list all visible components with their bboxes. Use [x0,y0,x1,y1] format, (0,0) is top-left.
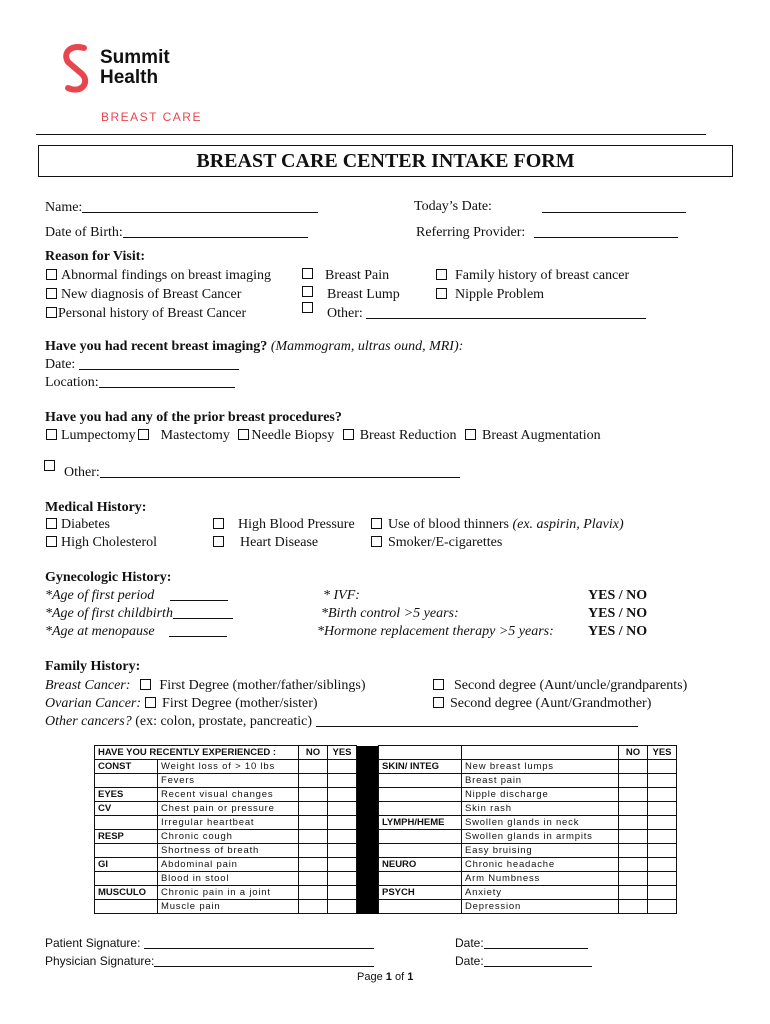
reason-abnormal-imaging[interactable] [46,266,271,285]
ros-row [95,872,677,886]
ros-divider [357,858,379,872]
gyn-mid [317,587,576,641]
ros-category: RESP [95,830,158,844]
ros-category: PSYCH [379,886,462,900]
procedure-needle-biopsy[interactable] [233,428,334,443]
ros-category [379,844,462,858]
reason-breast-lump[interactable]: Breast Lump [327,287,400,302]
logo-wordmark [100,48,170,88]
date-label: Date: [455,936,484,950]
gyn-label: *Age at menopause [45,624,155,639]
ros-header-row [95,746,677,760]
ros-symptom: Arm Numbness [462,872,619,886]
ros-row [95,886,677,900]
physician-signature-label: Physician Signature: [45,954,155,968]
dob-label: Date of Birth: [45,225,123,240]
ros-no-checkbox[interactable] [299,830,328,844]
medical-heading: Medical History: [45,500,147,515]
ros-row [95,858,677,872]
ros-symptom: Skin rash [462,802,619,816]
medical-label: Smoker/E-cigarettes [388,535,503,550]
ros-no-checkbox[interactable] [299,788,328,802]
gyn-first-childbirth[interactable] [45,605,233,623]
procedures-row [46,428,601,444]
reason-label: Family history of breast cancer [455,268,630,283]
ros-category [95,844,158,858]
ros-no-checkbox[interactable] [619,774,648,788]
logo-subtitle: BREAST CARE [101,110,202,124]
ros-category [379,872,462,886]
family-label: First Degree (mother/father/siblings) [159,678,366,693]
ros-no-checkbox[interactable] [299,760,328,774]
family-ovarian-second-degree[interactable] [433,695,687,713]
checkbox-icon[interactable] [140,679,151,690]
medical-smoker[interactable] [371,534,624,552]
imaging-location-label: Location: [45,375,99,390]
ros-cat [379,746,462,760]
ros-symptom: Irregular heartbeat [158,816,299,830]
ros-row [95,844,677,858]
ros-yes-checkbox[interactable] [648,760,677,774]
ros-category: MUSCULO [95,886,158,900]
ros-no-checkbox[interactable] [299,774,328,788]
ros-category [95,900,158,914]
ros-yes-checkbox[interactable] [328,816,357,830]
ros-symptom: Recent visual changes [158,788,299,802]
ros-row [95,760,677,774]
reason-other-label: Other: [327,306,363,321]
imaging-location-field[interactable] [45,374,235,391]
procedure-mastectomy[interactable] [136,428,230,443]
ros-yes-checkbox[interactable] [648,858,677,872]
ros-divider [357,844,379,858]
checkbox-icon[interactable] [46,307,57,318]
ros-symptom: Breast pain [462,774,619,788]
imaging-question [45,339,463,355]
date-label: Date: [455,954,484,968]
ros-category [379,830,462,844]
page-total: 1 [407,971,414,983]
gyn-label: *Age of first childbirth [45,606,173,621]
checkbox-icon[interactable] [302,302,313,313]
ros-category [379,802,462,816]
logo-line1: Summit [100,47,170,68]
title-box [38,145,733,177]
patient-signature-label: Patient Signature: [45,936,141,950]
ros-table [94,745,677,914]
ros-symptom: Muscle pain [158,900,299,914]
gyn-hrt: *Hormone replacement therapy >5 years: [317,624,554,639]
ros-category [379,774,462,788]
ros-divider [357,802,379,816]
ros-yes-checkbox[interactable] [328,844,357,858]
ros-symptom: Swollen glands in neck [462,816,619,830]
reason-label: Nipple Problem [455,287,545,302]
ros-yes-checkbox[interactable] [648,816,677,830]
ros-category: LYMPH/HEME [379,816,462,830]
ros-no-checkbox[interactable] [619,802,648,816]
ros-divider [357,774,379,788]
ros-row [95,900,677,914]
procedure-label: Lumpectomy [61,428,136,443]
yes-no-toggle[interactable]: YES / NO [588,588,648,603]
checkbox-icon[interactable] [46,269,57,280]
ros-no-checkbox[interactable] [619,858,648,872]
checkbox-icon[interactable] [433,697,444,708]
family-other-hint: (ex: colon, prostate, pancreatic) [135,714,313,729]
checkbox-icon[interactable] [46,518,57,529]
ros-divider [357,760,379,774]
ros-category: CV [95,802,158,816]
reason-personal-history[interactable] [46,304,271,323]
procedure-label: Breast Augmentation [482,428,601,443]
checkbox-icon[interactable] [46,288,57,299]
checkbox-icon[interactable] [138,429,149,440]
medical-col3 [371,516,624,552]
checkbox-icon[interactable] [213,518,224,529]
referring-provider-field[interactable] [416,224,678,241]
medical-high-blood-pressure[interactable] [213,516,355,534]
ros-symptom: Chest pain or pressure [158,802,299,816]
ros-yes-checkbox[interactable] [648,830,677,844]
procedure-label: Mastectomy [160,428,230,443]
gyn-heading: Gynecologic History: [45,570,172,585]
ros-yes-header: YES [328,746,357,760]
todays-date-field[interactable] [542,199,686,216]
ros-yes-checkbox[interactable] [648,844,677,858]
ros-symptom: Abdominal pain [158,858,299,872]
ros-yes-checkbox[interactable] [648,900,677,914]
ros-symptom: Easy bruising [462,844,619,858]
gyn-label: *Age of first period [45,588,155,603]
ros-symptom: Nipple discharge [462,788,619,802]
page-title: BREAST CARE CENTER INTAKE FORM [196,150,575,172]
gyn-first-period[interactable] [45,587,233,605]
ros-no-checkbox[interactable] [299,900,328,914]
ros-no-checkbox[interactable] [619,760,648,774]
ros-category [95,872,158,886]
reason-col3 [436,266,629,304]
ros-yes-checkbox[interactable] [328,886,357,900]
ros-category [379,788,462,802]
imaging-date-label: Date: [45,357,76,372]
ros-category [95,816,158,830]
procedure-label: Needle Biopsy [251,428,335,443]
referring-label: Referring Provider: [416,225,526,240]
family-breast-label: Breast Cancer: [45,678,131,693]
page-num: 1 [385,971,392,983]
gyn-birth-control: *Birth control >5 years: [321,606,459,621]
ros-yes-checkbox[interactable] [328,872,357,886]
checkbox-icon[interactable] [465,429,476,440]
reason-label: Personal history of Breast Cancer [58,306,247,321]
family-heading: Family History: [45,659,141,674]
ros-row [95,830,677,844]
ros-no-checkbox[interactable] [299,858,328,872]
ros-symptom: Weight loss of > 10 lbs [158,760,299,774]
medical-heart-disease[interactable] [213,534,355,552]
family-second-degree [433,677,687,713]
ros-symptom: Fevers [158,774,299,788]
imaging-hint: (Mammogram, ultras ound, MRI): [270,339,464,354]
checkbox-icon[interactable] [302,286,313,297]
ros-no-checkbox[interactable] [619,872,648,886]
ros-divider [357,830,379,844]
family-label: Second degree (Aunt/uncle/grandparents) [454,678,688,693]
ros-category [379,900,462,914]
ros-no-checkbox[interactable] [299,872,328,886]
gyn-yes-no [588,587,647,641]
checkbox-icon[interactable] [371,518,382,529]
checkbox-icon[interactable] [213,536,224,547]
ros-category: EYES [95,788,158,802]
medical-label: Heart Disease [240,535,319,550]
checkbox-icon[interactable] [46,536,57,547]
family-breast-first-degree[interactable] [130,678,365,693]
header-rule [36,134,706,135]
name-field[interactable] [45,199,318,216]
physician-date-field[interactable] [455,954,592,968]
ros-yes-checkbox[interactable] [648,872,677,886]
reason-new-diagnosis[interactable] [46,285,271,304]
ros-no-checkbox[interactable] [619,844,648,858]
ros-yes-header: YES [648,746,677,760]
ros-yes-checkbox[interactable] [328,858,357,872]
page-prefix: Page [357,971,383,983]
ros-no-checkbox[interactable] [299,802,328,816]
ros-header: HAVE YOU RECENTLY EXPERIENCED : [95,746,299,760]
checkbox-icon[interactable] [436,288,447,299]
ros-row [95,802,677,816]
checkbox-icon[interactable] [302,268,313,279]
ros-symptom: Chronic pain in a joint [158,886,299,900]
ros-no-header: NO [299,746,328,760]
ros-symptom: Shortness of breath [158,844,299,858]
medical-col1 [46,516,157,552]
checkbox-icon[interactable] [44,460,55,471]
ros-row [95,816,677,830]
yes-no-toggle[interactable]: YES / NO [588,606,648,621]
ros-no-checkbox[interactable] [299,886,328,900]
ros-yes-checkbox[interactable] [648,802,677,816]
checkbox-icon[interactable] [238,429,249,440]
ros-divider [357,872,379,886]
ros-divider [357,746,379,760]
patient-date-field[interactable] [455,936,588,950]
page-of: of [394,971,405,983]
ros-yes-checkbox[interactable] [648,788,677,802]
gyn-menopause[interactable] [45,623,233,641]
ros-category [95,774,158,788]
ros-yes-checkbox[interactable] [648,774,677,788]
ros-row [95,774,677,788]
gyn-ivf: * IVF: [323,588,360,603]
dob-field[interactable] [45,224,308,241]
gyn-left [45,587,233,641]
reason-other[interactable] [327,304,646,323]
ros-row [95,788,677,802]
family-ovarian-label: Ovarian Cancer: [45,696,142,711]
imaging-question-text: Have you had recent breast imaging? [45,339,268,354]
ros-no-checkbox[interactable] [619,830,648,844]
checkbox-icon[interactable] [145,697,156,708]
summit-logo-icon [58,42,94,94]
checkbox-icon[interactable] [46,429,57,440]
reason-family-history[interactable] [436,266,629,285]
logo-line2: Health [100,67,159,88]
ros-symptom: Depression [462,900,619,914]
ros-yes-checkbox[interactable] [328,760,357,774]
procedures-question: Have you had any of the prior breast procedures? [45,410,342,425]
medical-label: Use of blood thinners [388,517,509,532]
checkbox-icon[interactable] [371,536,382,547]
family-other-label: Other cancers? [45,714,132,729]
ros-item [462,746,619,760]
ros-yes-checkbox[interactable] [328,830,357,844]
reason-breast-pain[interactable]: Breast Pain [325,268,390,283]
family-other-field[interactable] [316,713,638,727]
medical-label: High Cholesterol [61,535,158,550]
patient-signature-field[interactable] [45,936,374,950]
ros-symptom: Blood in stool [158,872,299,886]
ros-no-checkbox[interactable] [619,788,648,802]
procedure-label: Breast Reduction [359,428,457,443]
ros-category: NEURO [379,858,462,872]
medical-label: High Blood Pressure [238,517,355,532]
ros-no-checkbox[interactable] [299,844,328,858]
todays-date-label: Today’s Date: [414,199,492,214]
ros-category: CONST [95,760,158,774]
ros-divider [357,816,379,830]
ros-no-checkbox[interactable] [619,900,648,914]
ros-yes-checkbox[interactable] [648,886,677,900]
family-label: First Degree (mother/sister) [162,696,318,711]
reason-col1 [46,266,271,323]
checkbox-icon[interactable] [343,429,354,440]
ros-symptom: Anxiety [462,886,619,900]
reason-label: Abnormal findings on breast imaging [61,268,271,283]
ros-no-header: NO [619,746,648,760]
ros-no-checkbox[interactable] [619,886,648,900]
family-ovarian-first-degree[interactable] [141,696,318,711]
page-number [357,971,413,983]
procedure-other-field[interactable] [64,464,460,481]
imaging-date-field[interactable] [45,356,239,373]
medical-col2 [213,516,355,552]
family-breast-second-degree[interactable] [433,677,687,695]
reason-nipple-problem[interactable] [436,285,629,304]
procedure-breast-augmentation[interactable] [460,428,601,443]
reason-heading: Reason for Visit: [45,249,146,264]
medical-blood-thinners[interactable] [371,516,624,534]
family-label: Second degree (Aunt/Grandmother) [450,696,652,711]
ros-symptom: Chronic headache [462,858,619,872]
checkbox-icon[interactable] [436,269,447,280]
medical-high-cholesterol[interactable] [46,534,157,552]
physician-signature-field[interactable] [45,954,374,968]
ros-divider [357,886,379,900]
ros-yes-checkbox[interactable] [328,788,357,802]
ros-category: GI [95,858,158,872]
ros-symptom: Swollen glands in armpits [462,830,619,844]
medical-hint: (ex. aspirin, Plavix) [512,517,624,532]
ros-no-checkbox[interactable] [619,816,648,830]
procedure-breast-reduction[interactable] [338,428,457,443]
ros-symptom: New breast lumps [462,760,619,774]
ros-yes-checkbox[interactable] [328,802,357,816]
procedure-lumpectomy[interactable] [46,428,136,443]
checkbox-icon[interactable] [433,679,444,690]
ros-yes-checkbox[interactable] [328,774,357,788]
ros-yes-checkbox[interactable] [328,900,357,914]
medical-label: Diabetes [61,517,110,532]
reason-label: New diagnosis of Breast Cancer [61,287,242,302]
medical-diabetes[interactable] [46,516,157,534]
ros-category: SKIN/ INTEG [379,760,462,774]
ros-divider [357,788,379,802]
ros-divider [357,900,379,914]
ros-no-checkbox[interactable] [299,816,328,830]
name-label: Name: [45,200,83,215]
yes-no-toggle[interactable]: YES / NO [588,624,648,639]
procedure-other-label: Other: [64,465,100,480]
ros-symptom: Chronic cough [158,830,299,844]
